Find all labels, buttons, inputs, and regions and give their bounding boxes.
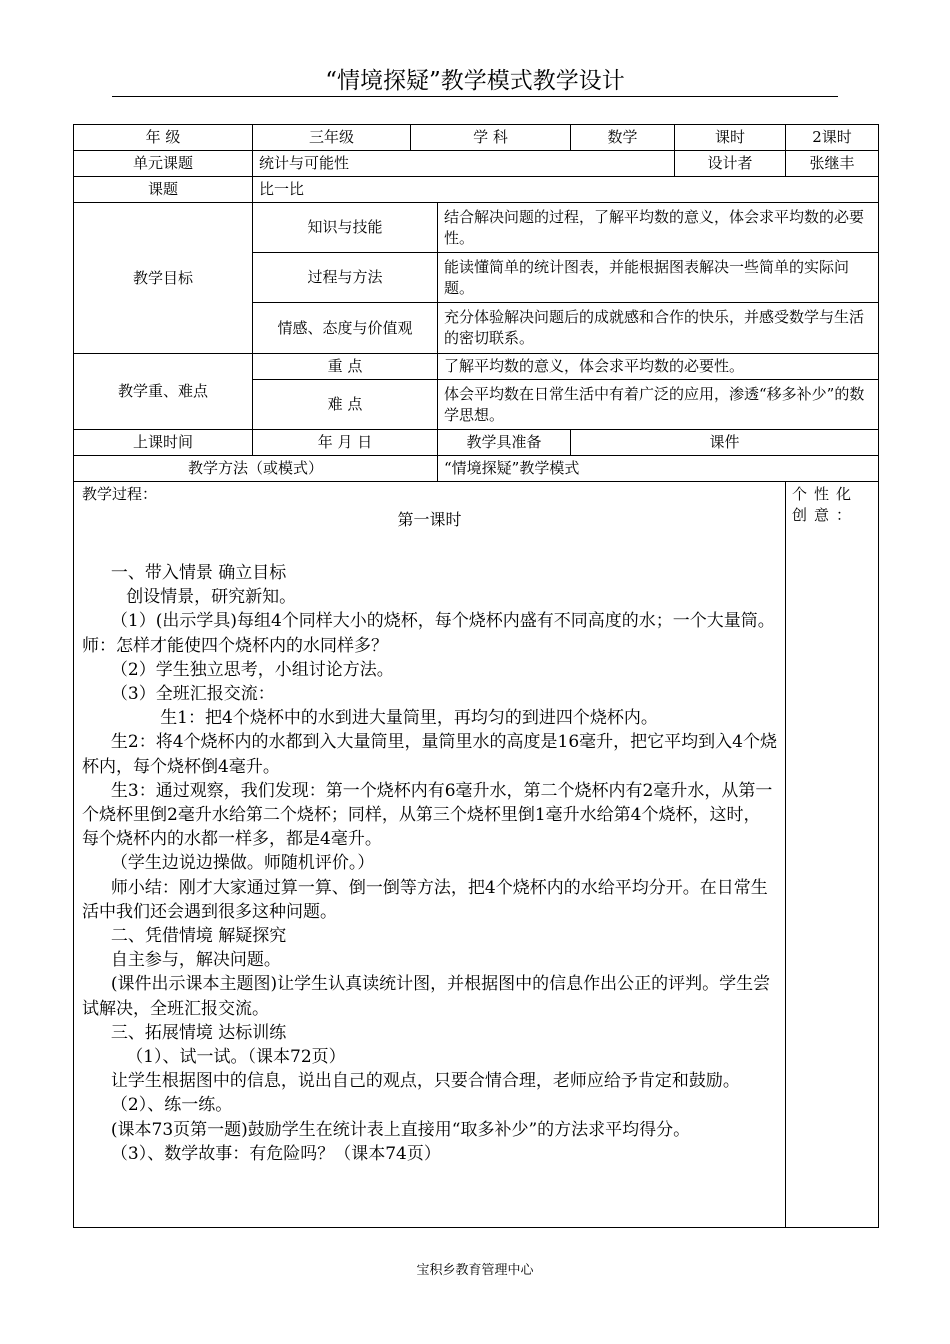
grade-label: 年 级	[74, 125, 253, 151]
method-value: “情境探疑”教学模式	[438, 456, 879, 482]
topic-value: 比一比	[253, 177, 879, 203]
process-paragraph: （1）、试一试。（课本72页）	[126, 1047, 346, 1068]
row-key-point	[74, 354, 879, 380]
difficult-point-text: 体会平均数在日常生活中有着广泛的应用，渗透“移多补少”的数学思想。	[438, 380, 879, 430]
process-paragraph: 自主参与，解决问题。	[110, 950, 281, 971]
process-paragraph: 生2：将4个烧杯内的水都到入大量筒里，量筒里水的高度是16毫升，把它平均到入4个烧杯内，每个烧杯倒4毫升。	[82, 732, 777, 777]
key-points-label: 教学重、难点	[74, 354, 253, 430]
process-paragraph: 一、带入情景 确立目标	[110, 563, 287, 583]
row-unit	[74, 151, 879, 177]
process-paragraph: 师小结：刚才大家通过算一算、倒一倒等方法，把4个烧杯内的水给平均分开。在日常生活中我们还会遇到很多这种问题。	[82, 877, 768, 922]
row-schedule	[74, 430, 879, 456]
tools-value: 课件	[571, 430, 879, 456]
process-paragraph: 生1：把4个烧杯中的水到进大量筒里，再均匀的到进四个烧杯内。	[160, 708, 658, 729]
process-paragraph: （3）全班汇报交流：	[110, 684, 275, 705]
process-paragraph: 创设情景，研究新知。	[126, 587, 297, 608]
goal-text: 结合解决问题的过程，了解平均数的意义，体会求平均数的必要性。	[438, 203, 879, 253]
process-paragraph: （1）(出示学具)每组4个同样大小的烧杯，每个烧杯内盛有不同高度的水；一个大量筒。师：怎样才能使四个烧杯内的水同样多？	[82, 611, 775, 656]
key-point-name: 重 点	[253, 354, 438, 380]
goal-name: 情感、态度与价值观	[253, 303, 438, 354]
topic-label: 课题	[74, 177, 253, 203]
key-point-text: 了解平均数的意义，体会求平均数的必要性。	[438, 354, 879, 380]
process-paragraph: 二、凭借情境 解疑探究	[110, 926, 287, 947]
row-process	[74, 482, 879, 1228]
difficult-point-name: 难 点	[253, 380, 438, 430]
process-paragraph: （学生边说边操做。师随机评价。）	[110, 853, 375, 874]
unit-label: 单元课题	[74, 151, 253, 177]
lesson-plan-table	[73, 124, 879, 1228]
goal-text: 充分体验解决问题后的成就感和合作的快乐，并感受数学与生活的密切联系。	[438, 303, 879, 354]
goals-label: 教学目标	[74, 203, 253, 354]
process-label: 教学过程：	[82, 485, 158, 503]
process-paragraph: 生3：通过观察，我们发现：第一个烧杯内有6毫升水，第二个烧杯内有2毫升水，从第一个烧杯里倒2毫升水给第二个烧杯；同样，从第三个烧杯里倒1毫升水给第4个烧杯，这时，每个烧杯内的水都一样多，都是4毫升。	[82, 780, 773, 850]
row-topic	[74, 177, 879, 203]
process-paragraph: （3）、数学故事：有危险吗？（课本74页）	[110, 1143, 441, 1164]
process-paragraph: (课件出示课本主题图)让学生认真读统计图，并根据图中的信息作出公正的评判。学生尝试解决，全班汇报交流。	[82, 974, 771, 1019]
hours-value: 2课时	[786, 125, 879, 151]
row-goal-knowledge	[74, 203, 879, 253]
document-title: “情境探疑”教学模式教学设计	[112, 66, 838, 97]
tools-label: 教学具准备	[438, 430, 571, 456]
method-label: 教学方法（或模式）	[74, 456, 438, 482]
grade-value: 三年级	[253, 125, 411, 151]
hours-label: 课时	[675, 125, 786, 151]
lesson-title: 第一课时	[397, 510, 462, 529]
goal-name: 知识与技能	[253, 203, 438, 253]
process-cell	[74, 482, 786, 1228]
row-method	[74, 456, 879, 482]
subject-value: 数学	[571, 125, 675, 151]
goal-text: 能读懂简单的统计图表，并能根据图表解决一些简单的实际问题。	[438, 253, 879, 303]
process-paragraph: （2）学生独立思考，小组讨论方法。	[110, 659, 394, 680]
process-paragraph: （2）、练一练。	[110, 1095, 233, 1116]
designer-label: 设计者	[675, 151, 786, 177]
process-paragraph: 让学生根据图中的信息，说出自己的观点，只要合情合理，老师应给予肯定和鼓励。	[110, 1071, 740, 1092]
designer-value: 张继丰	[786, 151, 879, 177]
row-grade	[74, 125, 879, 151]
time-label: 上课时间	[74, 430, 253, 456]
time-value: 年 月 日	[253, 430, 438, 456]
goal-name: 过程与方法	[253, 253, 438, 303]
side-note: 个性化创意：	[786, 482, 879, 1228]
unit-value: 统计与可能性	[253, 151, 675, 177]
footer-text: 宝积乡教育管理中心	[416, 1263, 534, 1278]
process-paragraph: 三、拓展情境 达标训练	[110, 1022, 287, 1043]
process-paragraph: (课本73页第一题)鼓励学生在统计表上直接用“取多补少”的方法求平均得分。	[110, 1119, 691, 1140]
process-body	[82, 561, 777, 1166]
subject-label: 学 科	[411, 125, 571, 151]
